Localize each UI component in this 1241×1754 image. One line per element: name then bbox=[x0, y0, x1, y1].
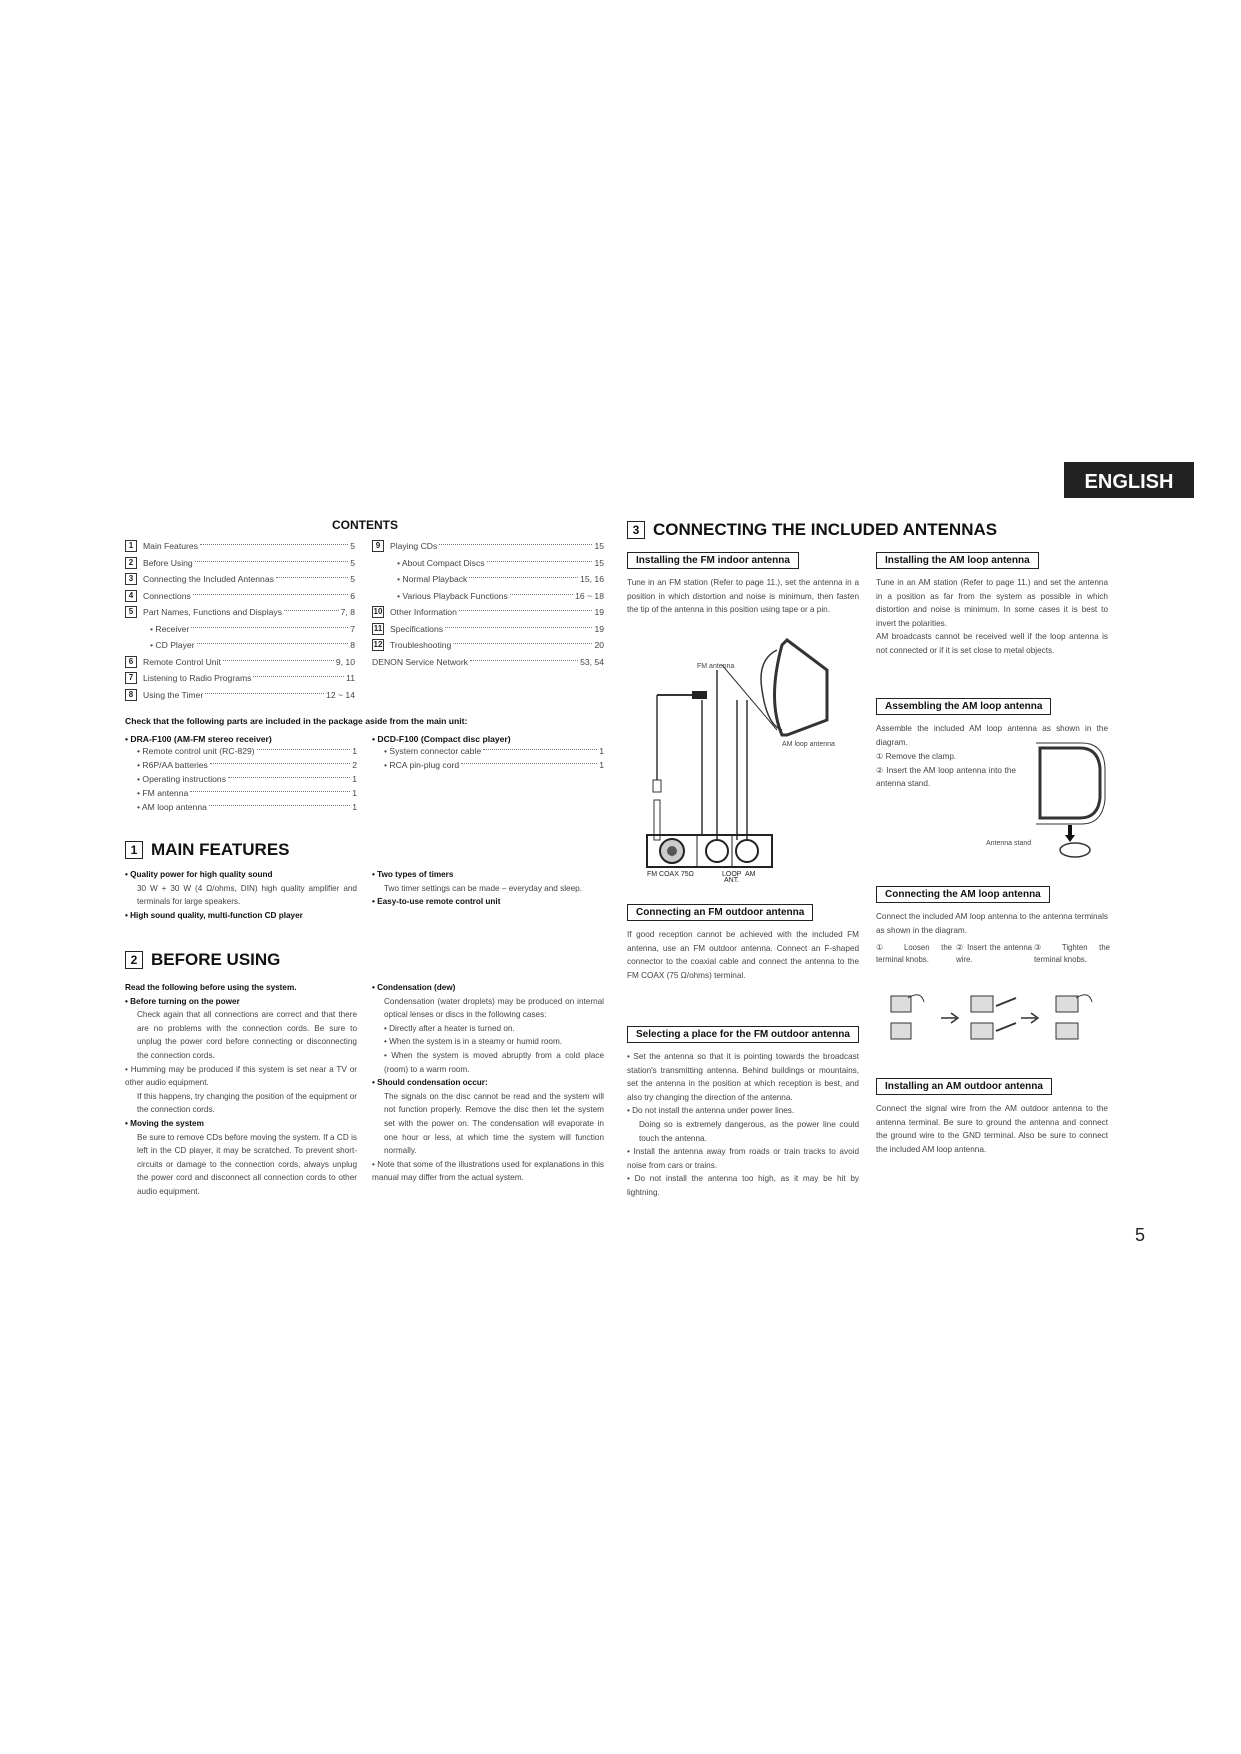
knob-loosen-icon bbox=[891, 995, 924, 1039]
toc-page: 9, 10 bbox=[335, 656, 355, 667]
toc-right-column bbox=[372, 538, 604, 670]
toc-row bbox=[125, 604, 355, 621]
part-leader bbox=[209, 805, 350, 806]
before-using-left bbox=[125, 981, 357, 1199]
receiver-parts-title: • DRA-F100 (AM-FM stereo receiver) bbox=[125, 734, 272, 744]
toc-page: 7, 8 bbox=[340, 607, 355, 618]
knob-tighten-icon bbox=[1056, 995, 1092, 1039]
language-tab: ENGLISH bbox=[1064, 462, 1194, 498]
note-text: • Note that some of the illustrations used for explanations in this manual may differ from the actual system. bbox=[372, 1159, 604, 1183]
toc-leader bbox=[276, 577, 348, 578]
part-leader bbox=[461, 763, 597, 764]
toc-page: 5 bbox=[350, 557, 355, 568]
terminal-steps-diagram bbox=[886, 988, 1106, 1053]
occur-text: The signals on the disc cannot be read and the system will not function properly. Remove the disc then let the system set with the power on. The condensation will evaporate in one hour or less, at which time the system will function normally. bbox=[384, 1091, 604, 1156]
toc-leader bbox=[470, 660, 578, 661]
part-leader bbox=[190, 791, 350, 792]
part-row bbox=[125, 772, 357, 786]
part-label: • Operating instructions bbox=[137, 774, 226, 784]
am-loop-title: Installing the AM loop antenna bbox=[876, 552, 1039, 569]
part-qty: 1 bbox=[352, 788, 357, 798]
toc-leader bbox=[193, 594, 348, 595]
receiver-parts bbox=[125, 734, 357, 814]
toc-number: 2 bbox=[125, 557, 137, 569]
connect-am-title: Connecting the AM loop antenna bbox=[876, 886, 1050, 903]
loop-terminal-icon bbox=[706, 840, 728, 862]
toc-label: • About Compact Discs bbox=[397, 557, 485, 568]
toc-row bbox=[125, 538, 355, 555]
hum-text2: If this happens, try changing the position of the equipment or the connection cords. bbox=[137, 1091, 357, 1115]
before-using-right bbox=[372, 981, 604, 1185]
arrow-right-icon bbox=[1021, 1013, 1038, 1023]
toc-page: 19 bbox=[594, 623, 604, 634]
toc-leader bbox=[191, 627, 348, 628]
condensation-item: • Directly after a heater is turned on. bbox=[384, 1023, 515, 1033]
wire-insert-icon bbox=[971, 996, 1016, 1039]
part-qty: 1 bbox=[352, 746, 357, 756]
features-left bbox=[125, 868, 357, 922]
toc-leader bbox=[439, 544, 592, 545]
toc-row bbox=[372, 588, 604, 605]
select-item: • Do not install the antenna under power lines. bbox=[627, 1106, 795, 1116]
fm-indoor-text: Tune in an FM station (Refer to page 11.), set the antenna in a position in which distortion and noise is minimum, then fasten the tip of the antenna in this position using tape or a pin. bbox=[627, 578, 859, 615]
toc-row bbox=[125, 621, 355, 638]
fm-antenna-icon bbox=[692, 691, 707, 699]
loop-label: LOOP bbox=[722, 871, 742, 878]
part-row bbox=[125, 786, 357, 800]
toc-page: 12 ~ 14 bbox=[326, 689, 355, 700]
contents-title: CONTENTS bbox=[332, 518, 398, 532]
main-features-heading bbox=[125, 840, 290, 860]
cd-parts-title: • DCD-F100 (Compact disc player) bbox=[372, 734, 511, 744]
part-row bbox=[125, 800, 357, 814]
toc-number: 6 bbox=[125, 656, 137, 668]
toc-page: 16 ~ 18 bbox=[575, 590, 604, 601]
toc-number: 3 bbox=[125, 573, 137, 585]
part-qty: 1 bbox=[352, 802, 357, 812]
toc-page: 53, 54 bbox=[580, 656, 604, 667]
am-loop-label: AM loop antenna bbox=[782, 741, 835, 748]
am-loop-text: Tune in an AM station (Refer to page 11.) and set the antenna in a position as far from the system as possible in which distortion and noise is minimum. In some cases it is best to invert the polarities. bbox=[876, 578, 1108, 628]
toc-page: 19 bbox=[594, 607, 604, 618]
am-loop-text-block bbox=[876, 576, 1108, 658]
moving-title: • Moving the system bbox=[125, 1118, 204, 1128]
part-leader bbox=[210, 763, 350, 764]
part-label: • R6P/AA batteries bbox=[137, 760, 208, 770]
part-qty: 1 bbox=[352, 774, 357, 784]
toc-row bbox=[125, 670, 355, 687]
page-number: 5 bbox=[1135, 1225, 1146, 1245]
fm-outdoor-text: If good reception cannot be achieved with the included FM antenna, use an FM outdoor antenna. Connect an F-shaped connector to the coaxial cable and connect the antenna to the FM COAX (75 Ω/ohms) terminal. bbox=[627, 930, 859, 980]
condensation-text: Condensation (water droplets) may be produced on internal optical lenses or discs in the following cases: bbox=[384, 996, 604, 1020]
toc-page: 5 bbox=[350, 574, 355, 585]
ant-label: ANT. bbox=[724, 877, 740, 884]
part-row bbox=[372, 744, 604, 758]
toc-page: 15 bbox=[594, 541, 604, 552]
arrow-right-icon bbox=[941, 1013, 958, 1023]
feature-title: • High sound quality, multi-function CD player bbox=[125, 910, 303, 920]
toc-label: Before Using bbox=[143, 557, 193, 568]
part-row bbox=[125, 744, 357, 758]
toc-row bbox=[372, 555, 604, 572]
toc-row bbox=[372, 637, 604, 654]
toc-label: Remote Control Unit bbox=[143, 656, 221, 667]
toc-page: 7 bbox=[350, 623, 355, 634]
toc-label: • CD Player bbox=[150, 640, 195, 651]
toc-page: 5 bbox=[350, 541, 355, 552]
section-title: CONNECTING THE INCLUDED ANTENNAS bbox=[653, 520, 998, 539]
toc-page: 6 bbox=[350, 590, 355, 601]
toc-leader bbox=[200, 544, 348, 545]
toc-leader bbox=[205, 693, 324, 694]
toc-label: Part Names, Functions and Displays bbox=[143, 607, 282, 618]
part-row bbox=[372, 758, 604, 772]
am-outdoor-title: Installing an AM outdoor antenna bbox=[876, 1078, 1052, 1095]
toc-row bbox=[125, 687, 355, 704]
antennas-heading bbox=[627, 520, 997, 540]
am-terminal-icon bbox=[736, 840, 758, 862]
toc-row bbox=[372, 654, 604, 671]
toc-row bbox=[372, 604, 604, 621]
toc-number: 1 bbox=[125, 540, 137, 552]
am-outdoor-text: Connect the signal wire from the AM outdoor antenna to the antenna terminal. Be sure to ground the antenna and connect the ground wire to the GND terminal. Also be sure to connect the included AM loop antenna. bbox=[876, 1104, 1108, 1154]
toc-number: 12 bbox=[373, 640, 383, 650]
toc-label: Listening to Radio Programs bbox=[143, 673, 252, 684]
assemble-text: Assemble the included AM loop antenna as shown in the diagram. bbox=[876, 724, 1108, 747]
before-using-heading bbox=[125, 950, 280, 970]
toc-page: 15, 16 bbox=[580, 574, 604, 585]
toc-leader bbox=[253, 676, 344, 677]
part-label: • AM loop antenna bbox=[137, 802, 207, 812]
assemble-title: Assembling the AM loop antenna bbox=[876, 698, 1051, 715]
toc-leader bbox=[487, 561, 593, 562]
toc-leader bbox=[453, 643, 592, 644]
toc-row bbox=[125, 588, 355, 605]
toc-page: 15 bbox=[594, 557, 604, 568]
toc-leader bbox=[195, 561, 349, 562]
toc-label: Troubleshooting bbox=[390, 640, 452, 651]
toc-row bbox=[125, 637, 355, 654]
toc-leader bbox=[284, 610, 339, 611]
part-label: • Remote control unit (RC-829) bbox=[137, 746, 255, 756]
fm-indoor-title: Installing the FM indoor antenna bbox=[627, 552, 799, 569]
toc-leader bbox=[445, 627, 592, 628]
toc-label: • Receiver bbox=[150, 623, 190, 634]
toc-number: 5 bbox=[125, 606, 137, 618]
toc-label: Connecting the Included Antennas bbox=[143, 574, 274, 585]
toc-label: Connections bbox=[143, 590, 191, 601]
toc-number: 4 bbox=[125, 590, 137, 602]
toc-number: 11 bbox=[373, 623, 383, 633]
fm-coax-label: FM COAX 75Ω bbox=[647, 871, 694, 878]
select-place-list bbox=[627, 1050, 859, 1200]
part-row bbox=[125, 758, 357, 772]
toc-left-column bbox=[125, 538, 355, 703]
toc-label: DENON Service Network bbox=[372, 656, 468, 667]
feature-title: • Two types of timers bbox=[372, 870, 454, 879]
antenna-stand-diagram bbox=[1030, 738, 1110, 858]
part-leader bbox=[483, 749, 597, 750]
toc-leader bbox=[223, 660, 334, 661]
feature-text: 30 W + 30 W (4 Ω/ohms, DIN) high quality amplifier and terminals for large speakers. bbox=[137, 883, 357, 907]
fm-antenna-label: FM antenna bbox=[697, 663, 735, 670]
antenna-stand-label: Antenna stand bbox=[986, 840, 1032, 847]
am-label: AM bbox=[745, 871, 756, 878]
before-intro: Read the following before using the system. bbox=[125, 983, 297, 992]
antenna-stand-icon bbox=[1060, 843, 1090, 857]
am-loop-icon bbox=[775, 640, 828, 735]
condensation-item: • When the system is in a steamy or humid room. bbox=[384, 1037, 563, 1047]
feature-text: Two timer settings can be made – everyday and sleep. bbox=[384, 883, 582, 893]
section-number: 1 bbox=[125, 841, 143, 859]
toc-number: 7 bbox=[125, 672, 137, 684]
power-title: • Before turning on the power bbox=[125, 996, 240, 1006]
part-label: • System connector cable bbox=[384, 746, 482, 756]
select-item: • Do not install the antenna too high, as it may be hit by lightning. bbox=[627, 1174, 859, 1197]
toc-row bbox=[125, 571, 355, 588]
feature-title: • Easy-to-use remote control unit bbox=[372, 897, 501, 907]
toc-number: 8 bbox=[125, 689, 137, 701]
cd-parts bbox=[372, 734, 604, 772]
section-number: 2 bbox=[125, 951, 143, 969]
cd-parts-list bbox=[372, 744, 604, 772]
section-number: 3 bbox=[627, 521, 645, 539]
toc-leader bbox=[510, 594, 573, 595]
toc-label: Specifications bbox=[390, 623, 444, 634]
section-title: MAIN FEATURES bbox=[151, 840, 290, 859]
power-text: Check again that all connections are correct and that there are no problems with the connection cords. Be sure to unplug the power cord before connecting or disconnecting the connection cords. bbox=[137, 1010, 357, 1060]
part-leader bbox=[257, 749, 351, 750]
select-item-detail: Doing so is extremely dangerous, as the power line could touch the antenna. bbox=[639, 1119, 859, 1143]
moving-text: Be sure to remove CDs before moving the system. If a CD is left in the CD player, it may be scratched. To prevent short-circuits or damage to the connection cords, always unplug the power cord and disconnect all connection cords to other audio equipment. bbox=[137, 1132, 357, 1196]
toc-label: • Normal Playback bbox=[397, 574, 468, 585]
feature-title: • Quality power for high quality sound bbox=[125, 870, 273, 879]
connect-step: ② Insert the antenna wire. bbox=[956, 943, 1032, 964]
connect-step: ③ Tighten the terminal knobs. bbox=[1034, 943, 1110, 964]
condensation-item: • When the system is moved abruptly from a cold place (room) to a warm room. bbox=[384, 1050, 604, 1074]
toc-row bbox=[372, 538, 604, 555]
connect-step: ① Loosen the terminal knobs. bbox=[876, 943, 952, 964]
select-item: • Set the antenna so that it is pointing towards the broadcast station's transmitting antenna. Behind buildings or mountains, set the antenna in the position at which reception is best, and also try changing the direction of the antenna. bbox=[627, 1052, 859, 1102]
part-label: • RCA pin-plug cord bbox=[384, 760, 460, 770]
toc-page: 8 bbox=[350, 640, 355, 651]
toc-label: Other Information bbox=[390, 607, 457, 618]
antenna-diagram bbox=[627, 630, 867, 880]
occur-title: • Should condensation occur: bbox=[372, 1078, 488, 1088]
assemble-step: ① Remove the clamp. bbox=[876, 752, 957, 761]
am-loop-text2: AM broadcasts cannot be received well if the loop antenna is not connected or if it is set close to metal objects. bbox=[876, 632, 1108, 655]
select-place-title: Selecting a place for the FM outdoor antenna bbox=[627, 1026, 859, 1043]
part-qty: 1 bbox=[599, 760, 604, 770]
toc-number: 10 bbox=[373, 607, 383, 617]
toc-leader bbox=[197, 643, 349, 644]
part-qty: 1 bbox=[599, 746, 604, 756]
toc-row bbox=[125, 654, 355, 671]
toc-label: Using the Timer bbox=[143, 689, 204, 700]
connect-am-text: Connect the included AM loop antenna to the antenna terminals as shown in the diagram. bbox=[876, 912, 1108, 935]
parts-heading: Check that the following parts are included in the package aside from the main unit: bbox=[125, 716, 468, 726]
part-label: • FM antenna bbox=[137, 788, 189, 798]
hum-text: • Humming may be produced if this system is set near a TV or other audio equipment. bbox=[125, 1064, 357, 1088]
toc-page: 20 bbox=[594, 640, 604, 651]
toc-page: 11 bbox=[346, 673, 355, 684]
assemble-step: ② Insert the AM loop antenna into the antenna stand. bbox=[876, 765, 1016, 789]
toc-row bbox=[372, 571, 604, 588]
toc-row bbox=[372, 621, 604, 638]
features-right bbox=[372, 868, 604, 909]
toc-label: Playing CDs bbox=[390, 541, 438, 552]
part-qty: 2 bbox=[352, 760, 357, 770]
toc-number: 9 bbox=[372, 540, 384, 552]
toc-row bbox=[125, 555, 355, 572]
select-item: • Install the antenna away from roads or train tracks to avoid noise from cars or trains. bbox=[627, 1147, 859, 1170]
part-leader bbox=[228, 777, 350, 778]
assemble-steps bbox=[876, 750, 1016, 791]
toc-label: • Various Playback Functions bbox=[397, 590, 508, 601]
am-loop-icon bbox=[1040, 748, 1100, 818]
fm-outdoor-title: Connecting an FM outdoor antenna bbox=[627, 904, 813, 921]
toc-label: Main Features bbox=[143, 541, 198, 552]
toc-leader bbox=[469, 577, 578, 578]
condensation-title: • Condensation (dew) bbox=[372, 983, 456, 992]
toc-leader bbox=[459, 610, 593, 611]
section-title: BEFORE USING bbox=[151, 950, 281, 969]
receiver-parts-list bbox=[125, 744, 357, 814]
